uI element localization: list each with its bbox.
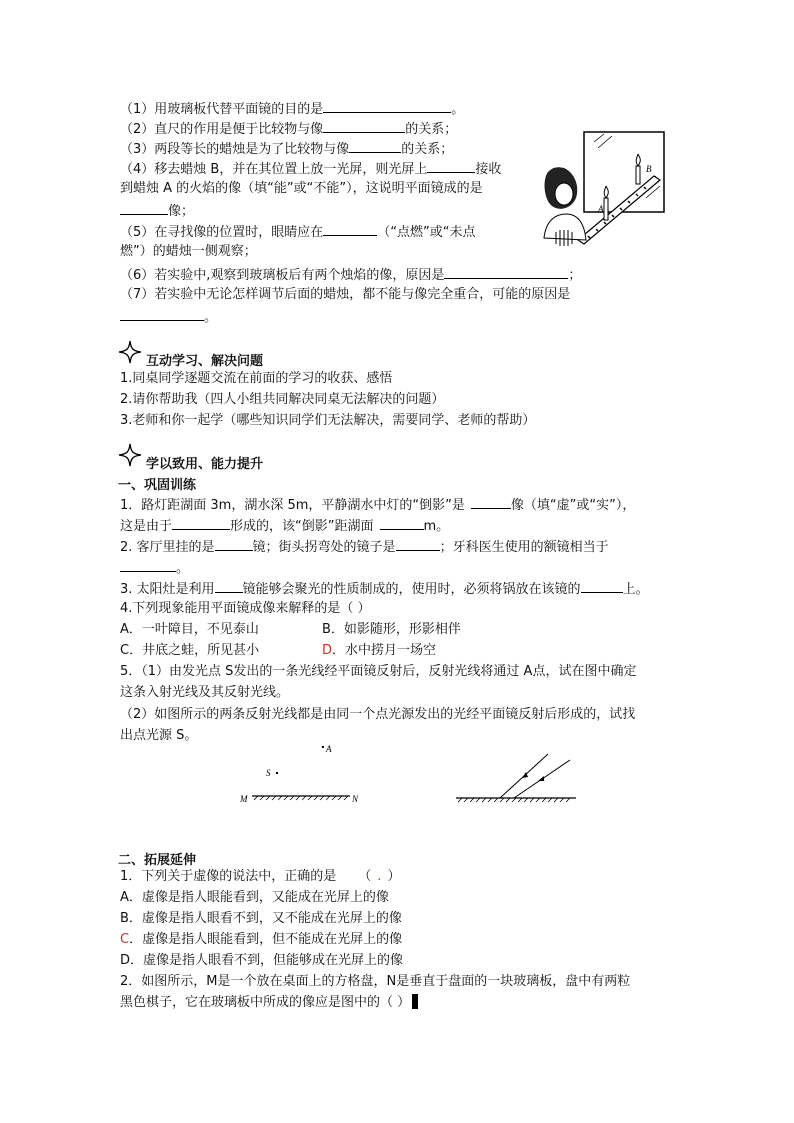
apply-q5-line4: 出点光源 S。 — [120, 728, 198, 743]
apply-q4: 4.下列现象能用平面镜成像来解释的是（ ） — [120, 601, 371, 616]
q4-blank1[interactable] — [427, 159, 475, 173]
q6-blank[interactable] — [444, 265, 568, 279]
section-title-apply: 学以致用、能力提升 — [146, 457, 264, 472]
q4-line2: 到蜡烛 A 的火焰的像（填“能”或“不能”），这说明平面镜成的是 — [120, 181, 483, 196]
ruler — [578, 176, 660, 244]
apply-q4-option-b[interactable]: B．如影随形，形影相伴 — [322, 622, 461, 637]
plane-mirror-figure-2 — [452, 750, 580, 804]
observer-person — [544, 167, 586, 246]
q2-blank[interactable] — [323, 119, 405, 133]
q1-blank[interactable] — [323, 99, 451, 113]
sparkle-icon — [118, 340, 142, 364]
extend-q1: 1．下列关于虚像的说法中，正确的是 （ . ） — [120, 869, 401, 884]
apply-q3-line: 3. 太阳灶是利用 镜能够会聚光的性质制成的，使用时，必须将锅放在该镜的 上。 — [120, 579, 649, 599]
apply-q5-line3: （2）如图所示的两条反射光线都是由同一个点光源发出的光经平面镜反射后形成的，试找 — [120, 707, 636, 722]
candle-b — [636, 166, 640, 184]
q3-line: （3）两段等长的蜡烛是为了比较物与像 的关系； — [120, 139, 453, 159]
section-title-interactive: 互动学习、解决问题 — [146, 354, 264, 369]
mirror-n-label: N — [352, 794, 359, 804]
apply-q2-blank2[interactable] — [396, 537, 440, 551]
q4-line3: 像； — [120, 201, 194, 221]
svg-text:B: B — [646, 164, 652, 174]
apply-q2-line2: 。 — [120, 558, 189, 578]
mirror-m-label: M — [240, 794, 248, 804]
apply-q1-line1: 1．路灯距湖面 3m，湖水深 5m，平静湖水中灯的“倒影”是 像（填“虚”或“实”）， — [120, 495, 635, 515]
apply-q2-blank1[interactable] — [215, 537, 253, 551]
svg-text:A: A — [598, 204, 604, 214]
q1-line: （1）用玻璃板代替平面镜的目的是 。 — [120, 99, 464, 119]
apply-q3-blank1[interactable] — [215, 579, 243, 593]
extend-q1-option-c[interactable]: C．虚像是指人眼能看到，但不能成在光屏上的像 — [120, 932, 403, 947]
subsection-title-consolidate: 一、巩固训练 — [118, 478, 197, 493]
apply-q1-blank1[interactable] — [471, 495, 511, 509]
apply-q5-line2: 这条入射光线及其反射光线。 — [120, 685, 290, 700]
q5-line2: 燃”）的蜡烛一侧观察； — [120, 244, 257, 259]
interactive-item: 3.老师和你一起学（哪些知识同学们无法解决，需要同学、老师的帮助） — [120, 413, 536, 428]
q6-line: （6）若实验中,观察到玻璃板后有两个烛焰的像，原因是 ； — [120, 265, 581, 285]
apply-q1-blank2[interactable] — [172, 516, 230, 530]
q2-line: （2）直尺的作用是便于比较物与像 的关系； — [120, 119, 457, 139]
q5-line1: （5）在寻找像的位置时，眼睛应在 （“点燃”或“未点 — [120, 222, 476, 242]
extend-q1-option-a[interactable]: A．虚像是指人眼能看到，又能成在光屏上的像 — [120, 890, 389, 905]
q7-line1: （7）若实验中无论怎样调节后面的蜡烛，都不能与像完全重合，可能的原因是 — [120, 287, 571, 302]
apply-q1-line2: 这是由于 形成的，该“倒影”距湖面 m。 — [120, 516, 449, 536]
q4-blank2[interactable] — [120, 201, 168, 215]
interactive-item: 2.请你帮助我（四人小组共同解决同桌无法解决的问题） — [120, 392, 445, 407]
apply-q1-blank3[interactable] — [380, 516, 424, 530]
apply-q4-option-d[interactable]: D．水中捞月一场空 — [322, 643, 437, 658]
point-a — [322, 746, 324, 748]
sparkle-icon — [118, 443, 142, 467]
q4-line1: （4）移去蜡烛 B，并在其位置上放一光屏，则光屏上 接收 — [120, 159, 501, 179]
apply-q2-blank3[interactable] — [120, 558, 176, 572]
extend-q2-line2: 黑色棋子，它在玻璃板中所成的像应是图中的（ ） — [120, 994, 418, 1012]
interactive-item: 1.同桌同学逐题交流在前面的学习的收获、感悟 — [120, 371, 393, 386]
glass-plate — [584, 132, 664, 212]
point-s-label: S — [266, 768, 271, 778]
section-title-extend: 二、拓展延伸 — [118, 853, 197, 868]
extend-q1-option-d[interactable]: D．虚像是指人眼看不到，但能够成在光屏上的像 — [120, 953, 404, 968]
flame-icon — [604, 186, 608, 198]
extend-q2-line1: 2．如图所示，M是一个放在桌面上的方格盘，N是垂直于盘面的一块玻璃板，盘中有两粒 — [120, 974, 631, 989]
extend-q1-option-b[interactable]: B．虚像是指人眼看不到，又不能成在光屏上的像 — [120, 911, 402, 926]
apply-q5-line1: 5．（1）由发光点 S发出的一条光线经平面镜反射后，反射光线将通过 A点，试在图中确定 — [120, 664, 637, 679]
candle-a — [604, 198, 608, 220]
apply-q3-blank2[interactable] — [581, 579, 623, 593]
apply-q4-option-c[interactable]: C．井底之蛙，所见甚小 — [120, 643, 260, 658]
text-cursor — [412, 994, 418, 1009]
point-s — [276, 772, 278, 774]
apply-q2-line1: 2. 客厅里挂的是 镜；街头拐弯处的镜子是 ；牙科医生使用的额镜相当于 — [120, 537, 609, 557]
q3-blank[interactable] — [349, 139, 401, 153]
plane-mirror-figure-1 — [236, 742, 366, 806]
apply-q4-option-a[interactable]: A．一叶障目，不见泰山 — [120, 622, 259, 637]
point-a-label: A — [326, 744, 332, 754]
arrow-icon — [538, 776, 544, 781]
q5-blank[interactable] — [323, 222, 377, 236]
q7-blank[interactable] — [120, 307, 204, 321]
q7-line2: 。 — [120, 307, 217, 327]
flame-icon — [636, 154, 640, 166]
mirror-experiment-figure — [538, 128, 666, 256]
